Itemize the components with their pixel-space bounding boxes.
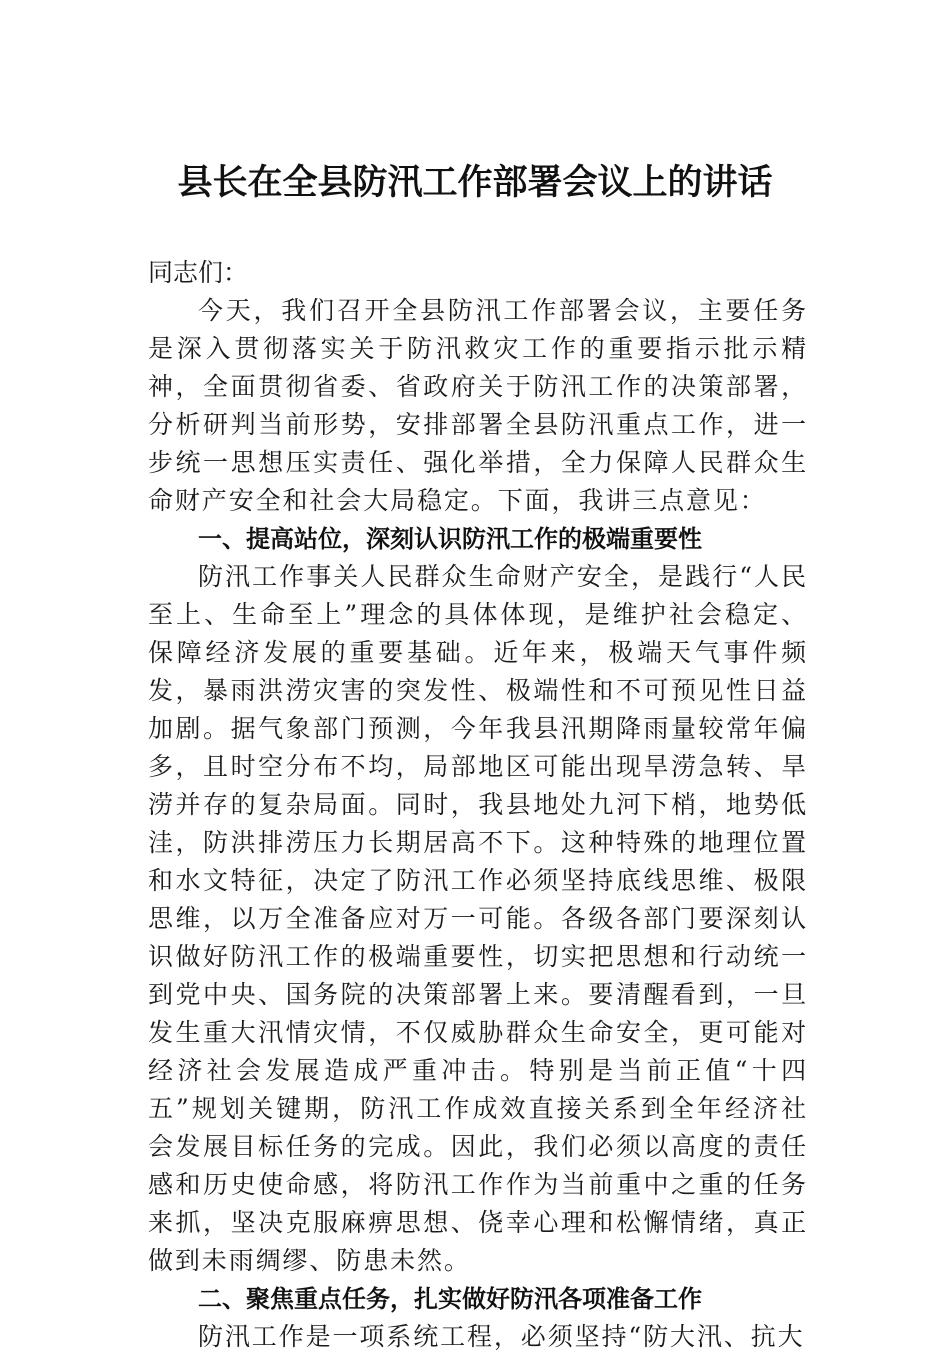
section-2-heading: 二、聚焦重点任务，扎实做好防汛各项准备工作 — [198, 1285, 702, 1313]
section-1-paragraph: 防汛工作事关人民群众生命财产安全，是践行“人民至上、生命至上”理念的具体体现，是维护社会稳定、保障经济发展的重要基础。近年来，极端天气事件频发，暴雨洪涝灾害的突发性、极端性和不可预见性日益加剧。据气象部门预测，今年我县汛期降雨量较常年偏多，且时空分布不均，局部地区可能出现旱涝急转、旱涝并存的复杂局面。同时，我县地处九河下梢，地势低洼，防洪排涝压力长期居高不下。这种特殊的地理位置和水文特征，决定了防汛工作必须坚持底线思维、极限思维，以万全准备应对万一可能。各级各部门要深刻认识做好防汛工作的极端重要性，切实把思想和行动统一到党中央、国务院的决策部署上来。要清醒看到，一旦发生重大汛情灾情，不仅威胁群众生命安全，更可能对经济社会发展造成严重冲击。特别是当前正值“十四五”规划关键期，防汛工作成效直接关系到全年经济社会发展目标任务的完成。因此，我们必须以高度的责任感和历史使命感，将防汛工作作为当前重中之重的任务来抓，坚决克服麻痹思想、侥幸心理和松懈情绪，真正做到未雨绸缪、防患未然。 — [148, 562, 808, 1275]
document-title: 县长在全县防汛工作部署会议上的讲话 — [177, 162, 773, 203]
document-body — [148, 254, 808, 1356]
salutation: 同志们： — [148, 258, 249, 287]
section-2-paragraph: 防汛工作是一项系统工程，必须坚持“防大汛、抗大 — [198, 1322, 805, 1351]
section-1-heading: 一、提高站位，深刻认识防汛工作的极端重要性 — [198, 525, 702, 553]
intro-paragraph: 今天，我们召开全县防汛工作部署会议，主要任务是深入贯彻落实关于防汛救灾工作的重要指示批示精神，全面贯彻省委、省政府关于防汛工作的决策部署，分析研判当前形势，安排部署全县防汛重点工作，进一步统一思想压实责任、强化举措，全力保障人民群众生命财产安全和社会大局稳定。下面，我讲三点意见： — [148, 296, 808, 515]
